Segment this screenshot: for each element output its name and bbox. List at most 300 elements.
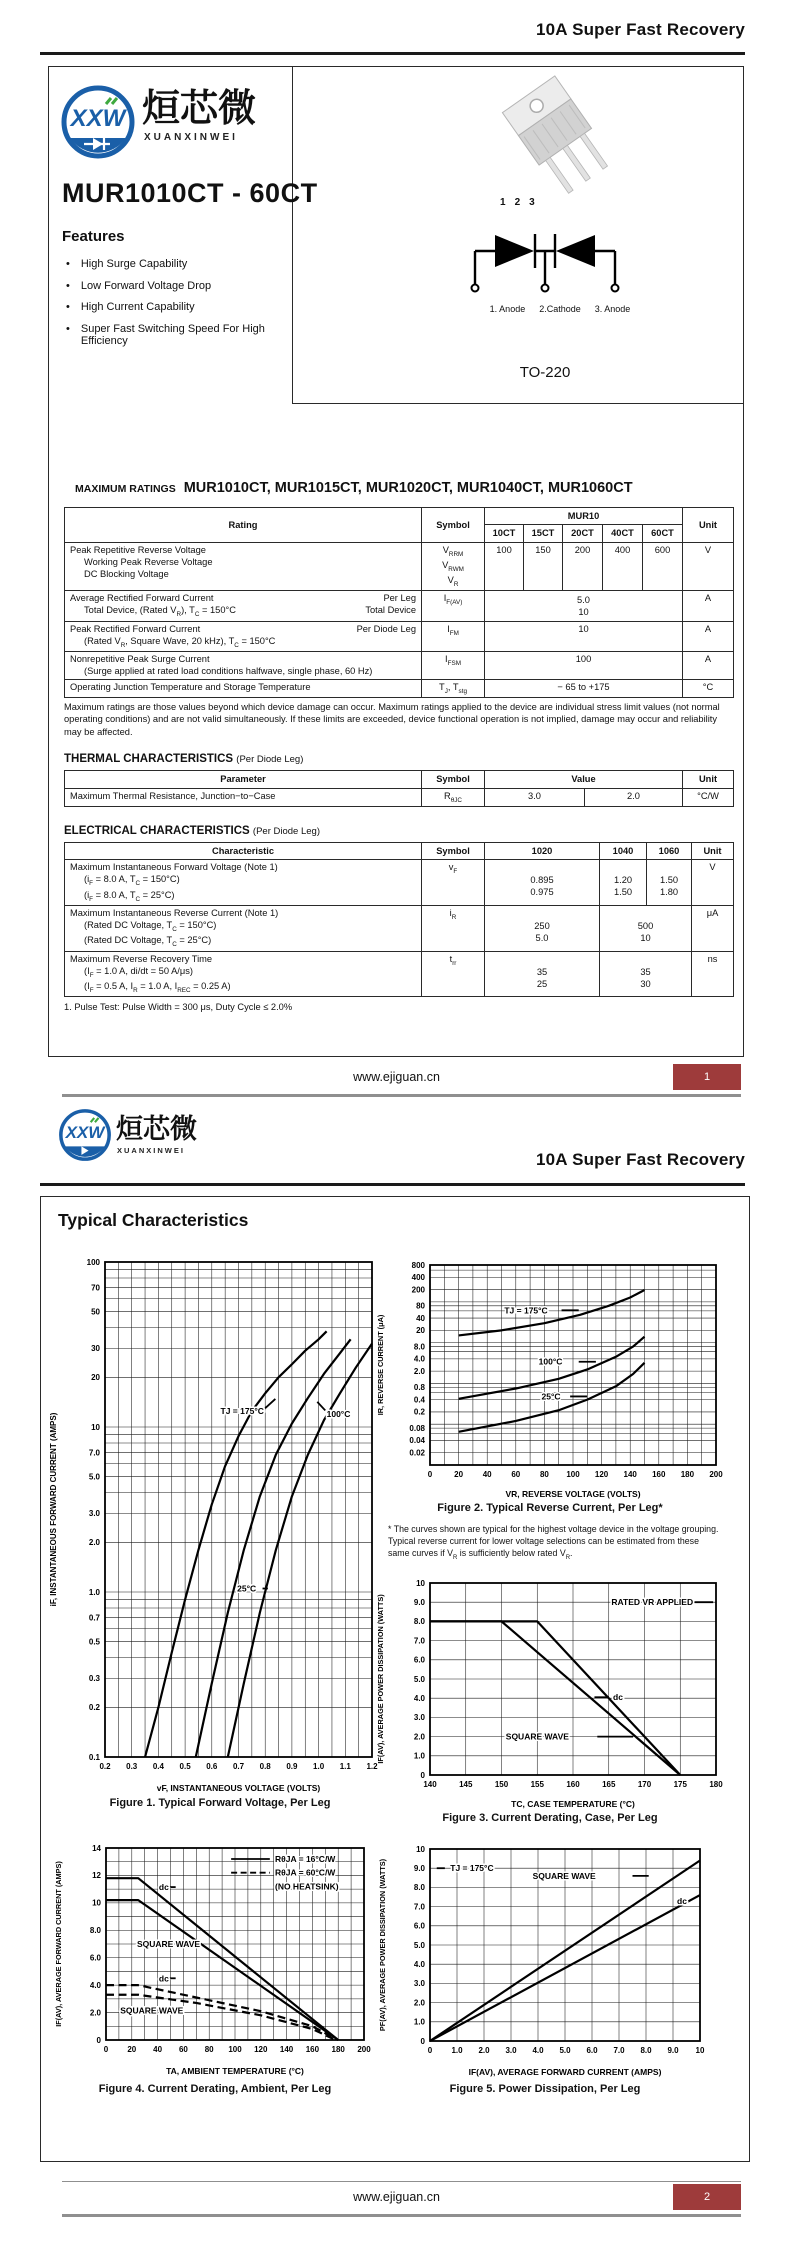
char-line: ($I_F = 0.5$ A, $I_R = 1.0$ A, $I_{REC} = 0.25$ A): [84, 981, 231, 994]
value: 500: [637, 920, 654, 931]
svg-text:100°C: 100°C: [538, 1356, 563, 1367]
svg-text:0.04: 0.04: [409, 1436, 425, 1446]
col-header: Characteristic: [65, 842, 422, 859]
table-header-row: [65, 771, 734, 788]
char-line: Maximum Instantaneous Forward Voltage (Note 1): [70, 862, 278, 873]
svg-text:120: 120: [254, 2045, 268, 2054]
svg-text:0.7: 0.7: [232, 1762, 245, 1771]
svg-text:7.0: 7.0: [88, 1448, 100, 1458]
svg-text:vF, INSTANTANEOUS VOLTAGE (VOL: vF, INSTANTANEOUS VOLTAGE (VOLTS): [156, 1783, 321, 1793]
svg-text:1.1: 1.1: [339, 1762, 351, 1771]
rating-cell: [65, 591, 422, 621]
col-header-model: 15CT: [524, 525, 563, 542]
figure1-caption: Figure 1. Typical Forward Voltage, Per Leg: [109, 1797, 331, 1809]
max-ratings-label: MAXIMUM RATINGS: [75, 483, 176, 495]
col-header: 1020: [485, 842, 600, 859]
unit-cell: A: [683, 621, 734, 651]
rating-line: Peak Repetitive Reverse Voltage: [70, 544, 206, 555]
unit-cell: V: [692, 860, 734, 906]
svg-text:200: 200: [411, 1285, 425, 1295]
value-cell: [647, 860, 692, 906]
svg-text:8.0: 8.0: [413, 1342, 425, 1352]
brand-name-cn: 烜芯微: [116, 1114, 197, 1144]
svg-text:XXW: XXW: [70, 105, 126, 132]
svg-text:70: 70: [91, 1283, 100, 1293]
figure4-current-derating-ambient-chart: [50, 1842, 372, 2078]
svg-text:IF(AV), AVERAGE FORWARD CURREN: IF(AV), AVERAGE FORWARD CURRENT (AMPS): [54, 1861, 63, 2027]
svg-text:14: 14: [92, 1843, 101, 1853]
figure5-power-dissipation-chart: [374, 1841, 714, 2079]
symbol: $V_R$: [447, 574, 459, 588]
feature-text: Super Fast Switching Speed For High Efficiency: [80, 323, 265, 348]
col-header-model: 60CT: [643, 525, 683, 542]
page1-tables-column: [64, 507, 733, 1012]
svg-text:3.0: 3.0: [505, 2046, 517, 2055]
svg-text:400: 400: [411, 1273, 425, 1283]
value: 250: [534, 920, 550, 931]
svg-text:160: 160: [566, 1780, 580, 1789]
value: 25: [536, 978, 548, 989]
header-rule: [40, 52, 745, 55]
thermal-table: [64, 770, 734, 806]
svg-text:140: 140: [623, 1470, 637, 1479]
svg-text:RθJA = 16°C/W: RθJA = 16°C/W: [274, 1853, 336, 1864]
svg-text:100°C: 100°C: [326, 1408, 351, 1419]
electrical-table: [64, 842, 734, 997]
unit-cell: °C/W: [683, 788, 734, 806]
value-cell: 400: [603, 542, 643, 591]
value: 1.20: [613, 875, 633, 886]
svg-text:5.0: 5.0: [88, 1472, 100, 1482]
svg-text:SQUARE WAVE: SQUARE WAVE: [532, 1870, 596, 1881]
feature-text: Low Forward Voltage Drop: [80, 279, 212, 292]
figure2-reverse-current-chart: [372, 1257, 728, 1501]
rating-qualifier: Per Diode Leg: [356, 623, 416, 634]
char-line: ($I_F = 1.0$ A, di/dt = 50 A/μs): [84, 965, 193, 979]
svg-text:3.0: 3.0: [88, 1509, 100, 1519]
svg-text:dc: dc: [613, 1692, 623, 1703]
col-header: Value: [485, 771, 683, 788]
col-header: Unit: [683, 508, 734, 543]
rating-line: (Rated $V_R$, Square Wave, 20 kHz), $T_C = 150^\circ C$: [84, 635, 276, 649]
bullet-icon: •: [66, 323, 70, 336]
table-header-row: [65, 508, 734, 525]
svg-text:2.0: 2.0: [413, 1732, 425, 1742]
max-ratings-heading: [75, 480, 633, 496]
rating-cell: [65, 652, 422, 680]
svg-text:6.0: 6.0: [89, 1953, 101, 1963]
value-cell: [600, 905, 692, 951]
svg-text:0.6: 0.6: [206, 1762, 218, 1771]
value-cell: [485, 860, 600, 906]
page1-number-badge: 1: [673, 1064, 741, 1090]
figure2-caption: Figure 2. Typical Reverse Current, Per Leg*: [437, 1502, 663, 1514]
svg-text:60: 60: [178, 2045, 188, 2054]
svg-text:20: 20: [416, 1326, 425, 1336]
svg-text:800: 800: [411, 1260, 425, 1270]
feature-item: [66, 323, 286, 347]
page1-header-title: 10A Super Fast Recovery: [535, 20, 745, 39]
svg-text:0.7: 0.7: [88, 1613, 100, 1623]
svg-text:7.0: 7.0: [413, 1636, 425, 1646]
symbol-cell: $T_J$, $T_{stg}$: [422, 679, 485, 697]
dual-diode-schematic: [460, 226, 630, 303]
typical-characteristics-heading: Typical Characteristics: [58, 1210, 249, 1230]
svg-text:0.9: 0.9: [286, 1762, 298, 1771]
svg-text:5.0: 5.0: [559, 2046, 571, 2055]
symbol-cell: $R_{\theta JC}$: [422, 788, 485, 806]
figure3-caption: Figure 3. Current Derating, Case, Per Leg: [442, 1812, 658, 1824]
char-line: (Rated DC Voltage, $T_C = 150^\circ C$): [84, 920, 217, 933]
svg-text:TJ = 175°C: TJ = 175°C: [220, 1406, 264, 1417]
svg-text:20: 20: [127, 2045, 137, 2054]
svg-text:10: 10: [416, 1844, 425, 1854]
brand-logo-icon: [58, 1108, 112, 1162]
svg-text:9.0: 9.0: [413, 1864, 425, 1873]
svg-text:0.2: 0.2: [99, 1762, 111, 1771]
value-cell: [485, 905, 600, 951]
svg-text:180: 180: [709, 1780, 723, 1789]
char-line: ($i_F = 8.0$ A, $T_C = 25^\circ C$): [84, 889, 175, 903]
svg-text:SQUARE WAVE: SQUARE WAVE: [505, 1731, 569, 1742]
footer-site-link[interactable]: www.ejiguan.cn: [353, 2190, 440, 2204]
table-row: [65, 591, 734, 621]
svg-text:7.0: 7.0: [613, 2046, 625, 2055]
brand-logo-icon: [60, 84, 136, 160]
value-cell: 2.0: [585, 788, 683, 806]
svg-text:4.0: 4.0: [413, 1960, 425, 1969]
footer-rule: [62, 1094, 741, 1097]
pin-number: 1: [500, 197, 506, 208]
value-cell: 10: [485, 621, 683, 651]
value-cell: 150: [524, 542, 563, 591]
col-header: Parameter: [65, 771, 422, 788]
characteristic-cell: [65, 860, 422, 906]
value-cell: 100: [485, 542, 524, 591]
thermal-title: THERMAL CHARACTERISTICS: [64, 753, 234, 766]
figure1-forward-voltage-chart: [45, 1254, 382, 1795]
value-cell: [600, 860, 647, 906]
svg-text:IF(AV), AVERAGE POWER DISSIPAT: IF(AV), AVERAGE POWER DISSIPATION (WATTS): [376, 1594, 385, 1764]
value: 35: [640, 966, 651, 977]
svg-text:0.4: 0.4: [152, 1762, 164, 1771]
col-header: Rating: [65, 508, 422, 543]
package-name: TO-220: [519, 364, 571, 381]
feature-text: High Current Capability: [80, 301, 195, 314]
svg-text:4.0: 4.0: [413, 1354, 425, 1364]
value: 1.80: [659, 887, 679, 898]
value: 1.50: [613, 887, 633, 898]
svg-text:0: 0: [96, 2035, 101, 2045]
svg-text:1.0: 1.0: [313, 1762, 325, 1771]
rating-qualifier: Total Device: [365, 605, 416, 616]
svg-text:180: 180: [680, 1470, 695, 1479]
max-ratings-models: MUR1010CT, MUR1015CT, MUR1020CT, MUR1040CT, MUR1060CT: [183, 480, 633, 496]
value-cell: 200: [563, 542, 603, 591]
char-line: ($i_F = 8.0$ A, $T_C = 150^\circ C$): [84, 874, 180, 888]
unit-cell: ns: [692, 951, 734, 997]
svg-text:140: 140: [423, 1780, 437, 1789]
svg-text:80: 80: [416, 1301, 425, 1311]
col-header: Unit: [683, 771, 734, 788]
svg-text:0.8: 0.8: [413, 1383, 425, 1393]
characteristic-cell: [65, 905, 422, 951]
svg-text:8.0: 8.0: [413, 1883, 425, 1893]
svg-text:4.0: 4.0: [413, 1694, 425, 1703]
max-ratings-note: Maximum ratings are those values beyond which device damage can occur. Maximum ratings applied to the device are individual stress limit values (not normal operating conditions) and are not valid simultaneously. If these limits are exceeded, device functional operation is not implied, damage may occur and reliability may be affected.: [64, 701, 720, 737]
svg-text:12: 12: [92, 1871, 101, 1881]
svg-text:2.0: 2.0: [89, 2008, 101, 2018]
table-row: [65, 542, 734, 591]
svg-text:0.3: 0.3: [126, 1762, 138, 1771]
svg-text:1.0: 1.0: [413, 2017, 425, 2027]
pin-note-anode3: 3. Anode: [594, 304, 631, 314]
svg-text:0.4: 0.4: [413, 1395, 425, 1405]
svg-text:IR, REVERSE CURRENT (μA): IR, REVERSE CURRENT (μA): [376, 1314, 385, 1416]
svg-text:0: 0: [427, 2046, 433, 2055]
svg-text:4.0: 4.0: [89, 1980, 101, 1990]
svg-text:0: 0: [420, 2036, 425, 2046]
svg-text:0.08: 0.08: [409, 1423, 425, 1433]
symbol-cell: $i_R$: [422, 905, 485, 951]
table-row: [65, 788, 734, 806]
value-cell: [600, 951, 692, 997]
svg-text:10: 10: [416, 1578, 425, 1588]
svg-text:0.2: 0.2: [88, 1703, 100, 1713]
table-row: [65, 652, 734, 680]
value: 5.0: [577, 594, 590, 605]
footer-site-link[interactable]: www.ejiguan.cn: [353, 1070, 440, 1084]
svg-text:9.0: 9.0: [667, 2046, 679, 2055]
svg-text:9.0: 9.0: [413, 1598, 425, 1607]
characteristic-cell: [65, 951, 422, 997]
svg-text:25°C: 25°C: [541, 1391, 561, 1402]
col-header: Symbol: [422, 771, 485, 788]
svg-text:dc: dc: [158, 1973, 169, 1984]
header-rule: [40, 1183, 745, 1186]
svg-text:10: 10: [695, 2046, 705, 2055]
table-row: [65, 951, 734, 997]
svg-text:0.3: 0.3: [88, 1674, 100, 1684]
svg-text:TJ = 175°C: TJ = 175°C: [504, 1305, 548, 1316]
value: 5.0: [535, 933, 549, 944]
brand-logo: [60, 84, 136, 165]
svg-text:0.5: 0.5: [88, 1637, 100, 1647]
svg-text:TJ = 175°C: TJ = 175°C: [450, 1863, 494, 1874]
page2-header-title: 10A Super Fast Recovery: [535, 1150, 745, 1169]
svg-text:IF(AV), AVERAGE FORWARD CURREN: IF(AV), AVERAGE FORWARD CURRENT (AMPS): [468, 2067, 662, 2077]
col-header: Symbol: [422, 842, 485, 859]
bullet-icon: •: [66, 301, 70, 314]
svg-text:0.2: 0.2: [413, 1407, 425, 1417]
char-line: Maximum Instantaneous Reverse Current (Note 1): [70, 907, 279, 918]
footer-rule-thin: [62, 2181, 741, 2182]
table-header-row: [65, 842, 734, 859]
svg-text:6.0: 6.0: [413, 1921, 425, 1931]
figure2-note: * The curves shown are typical for the highest voltage device in the voltage grouping. Typical reverse current for lower voltage selections can be estimated from these same curves if $V_R$ is sufficiently below rated $V_R$.: [388, 1524, 719, 1561]
svg-text:40: 40: [153, 2045, 163, 2054]
unit-cell: °C: [683, 679, 734, 697]
table-row: [65, 679, 734, 697]
svg-text:RATED VR APPLIED: RATED VR APPLIED: [611, 1597, 694, 1608]
col-header: 1060: [647, 842, 692, 859]
feature-item: [66, 280, 286, 293]
rating-cell: Operating Junction Temperature and Storage Temperature: [65, 679, 422, 697]
svg-text:175: 175: [673, 1780, 687, 1789]
pin-number: 2: [514, 197, 521, 208]
svg-text:0.5: 0.5: [179, 1762, 191, 1771]
value: 30: [640, 978, 651, 989]
rating-line: Working Peak Reverse Voltage: [84, 556, 213, 567]
svg-text:5.0: 5.0: [413, 1674, 425, 1684]
brand-name-cn: 烜芯微: [142, 88, 257, 130]
value: 1.50: [659, 875, 679, 886]
rating-line: Average Rectified Forward Current: [70, 593, 214, 604]
svg-text:8.0: 8.0: [89, 1926, 101, 1936]
svg-text:5.0: 5.0: [413, 1940, 425, 1950]
svg-text:10: 10: [92, 1898, 101, 1908]
svg-text:dc: dc: [677, 1895, 687, 1906]
brand-logo-p2: [58, 1108, 112, 1167]
svg-text:80: 80: [204, 2045, 214, 2054]
value-cell: [485, 951, 600, 997]
col-header: 1040: [600, 842, 647, 859]
symbol-cell: $I_{F(AV)}$: [422, 591, 485, 621]
svg-text:145: 145: [459, 1780, 473, 1789]
thermal-scope: (Per Diode Leg): [236, 754, 304, 766]
svg-text:RθJA = 60°C/W: RθJA = 60°C/W: [274, 1867, 336, 1878]
svg-text:3.0: 3.0: [413, 1713, 425, 1723]
unit-cell: μA: [692, 905, 734, 951]
col-header: Symbol: [422, 508, 485, 543]
electrical-scope: (Per Diode Leg): [252, 825, 320, 837]
value: 10: [640, 933, 651, 944]
svg-text:2.0: 2.0: [88, 1538, 100, 1548]
rating-line: Nonrepetitive Peak Surge Current: [70, 654, 210, 665]
value: 35: [536, 966, 548, 977]
rating-line: Peak Rectified Forward Current: [70, 623, 201, 634]
unit-cell: A: [683, 652, 734, 680]
svg-text:10: 10: [91, 1422, 100, 1432]
table-row: [65, 621, 734, 651]
svg-text:XXW: XXW: [65, 1122, 105, 1142]
symbol-cell: $I_{FM}$: [422, 621, 485, 651]
value-cell: − 65 to +175: [485, 679, 683, 697]
value-cell: 3.0: [485, 788, 585, 806]
dual-diode-icon: [460, 226, 630, 298]
svg-text:20: 20: [91, 1373, 100, 1383]
brand-name-en: XUANXINWEI: [144, 132, 238, 143]
rating-cell: [65, 621, 422, 651]
pin-note-anode1: 1. Anode: [489, 304, 526, 314]
svg-text:4.0: 4.0: [532, 2046, 544, 2055]
param-cell: Maximum Thermal Resistance, Junction−to−Case: [65, 788, 422, 806]
svg-text:40: 40: [416, 1313, 425, 1323]
table-row: [65, 860, 734, 906]
rating-qualifier: Per Leg: [383, 593, 416, 604]
svg-text:TC, CASE TEMPERATURE (°C): TC, CASE TEMPERATURE (°C): [511, 1799, 635, 1809]
svg-text:100: 100: [86, 1257, 100, 1267]
feature-item: [66, 301, 286, 314]
symbol: $V_{RWM}$: [442, 559, 464, 573]
svg-text:TA, AMBIENT TEMPERATURE (°C): TA, AMBIENT TEMPERATURE (°C): [166, 2066, 304, 2076]
svg-text:2.0: 2.0: [413, 1998, 425, 2008]
value-cell: 100: [485, 652, 683, 680]
svg-text:(NO HEATSINK): (NO HEATSINK): [274, 1881, 339, 1892]
svg-text:40: 40: [482, 1470, 492, 1479]
to220-package-icon: [470, 72, 645, 197]
col-header-model: 10CT: [485, 525, 524, 542]
symbol-cell: $v_F$: [422, 860, 485, 906]
figure5-caption: Figure 5. Power Dissipation, Per Leg: [449, 2083, 641, 2095]
electrical-title: ELECTRICAL CHARACTERISTICS: [64, 824, 250, 837]
svg-text:150: 150: [494, 1780, 509, 1789]
svg-text:0: 0: [103, 2045, 109, 2054]
feature-item: [66, 258, 286, 271]
svg-text:SQUARE WAVE: SQUARE WAVE: [136, 1939, 201, 1949]
part-number-title: MUR1010CT - 60CT: [62, 178, 318, 208]
value: 0.895: [530, 875, 554, 886]
svg-text:1.0: 1.0: [413, 1751, 425, 1761]
value: 10: [578, 606, 589, 617]
max-ratings-table: [64, 507, 734, 698]
svg-text:7.0: 7.0: [413, 1902, 425, 1912]
svg-text:100: 100: [228, 2045, 242, 2054]
svg-text:0: 0: [427, 1470, 433, 1479]
value-cell: 600: [643, 542, 683, 591]
svg-text:6.0: 6.0: [413, 1655, 425, 1665]
col-header-model: 20CT: [563, 525, 603, 542]
page2-number-badge: 2: [673, 2184, 741, 2210]
svg-text:160: 160: [652, 1470, 666, 1479]
char-line: Maximum Reverse Recovery Time: [70, 953, 213, 964]
electrical-heading: [64, 825, 733, 837]
value-cell: [485, 591, 683, 621]
pin-numbers: [500, 197, 535, 208]
unit-cell: A: [683, 591, 734, 621]
features-heading: Features: [62, 228, 125, 245]
svg-text:20: 20: [454, 1470, 464, 1479]
svg-text:1.0: 1.0: [88, 1587, 100, 1597]
svg-text:6.0: 6.0: [586, 2046, 598, 2055]
svg-text:80: 80: [539, 1470, 549, 1479]
svg-text:2.0: 2.0: [478, 2046, 490, 2055]
char-line: (Rated DC Voltage, $T_C = 25^\circ C$): [84, 935, 212, 949]
svg-text:200: 200: [709, 1470, 723, 1479]
brand-name-en: XUANXINWEI: [117, 1146, 185, 1155]
bullet-icon: •: [66, 258, 70, 270]
svg-text:155: 155: [530, 1780, 544, 1789]
figure3-current-derating-case-chart: [372, 1575, 728, 1811]
svg-text:8.0: 8.0: [640, 2046, 652, 2055]
svg-text:SQUARE WAVE: SQUARE WAVE: [120, 2005, 184, 2016]
thermal-heading: [64, 753, 733, 765]
svg-text:180: 180: [331, 2045, 345, 2054]
svg-text:100: 100: [566, 1470, 580, 1479]
svg-text:iF, INSTANTANEOUS FORWARD CURR: iF, INSTANTANEOUS FORWARD CURRENT (AMPS): [49, 1412, 58, 1607]
svg-text:1.0: 1.0: [451, 2046, 463, 2055]
rating-cell: [65, 542, 422, 591]
symbol: $V_{RRM}$: [442, 544, 464, 558]
col-header: Unit: [692, 842, 734, 859]
svg-text:0.1: 0.1: [88, 1752, 100, 1762]
table-row: [65, 905, 734, 951]
svg-text:25°C: 25°C: [237, 1583, 257, 1594]
svg-text:160: 160: [305, 2045, 320, 2054]
svg-text:60: 60: [511, 1470, 521, 1479]
svg-text:30: 30: [91, 1344, 100, 1354]
col-header-group: MUR10: [485, 508, 683, 525]
